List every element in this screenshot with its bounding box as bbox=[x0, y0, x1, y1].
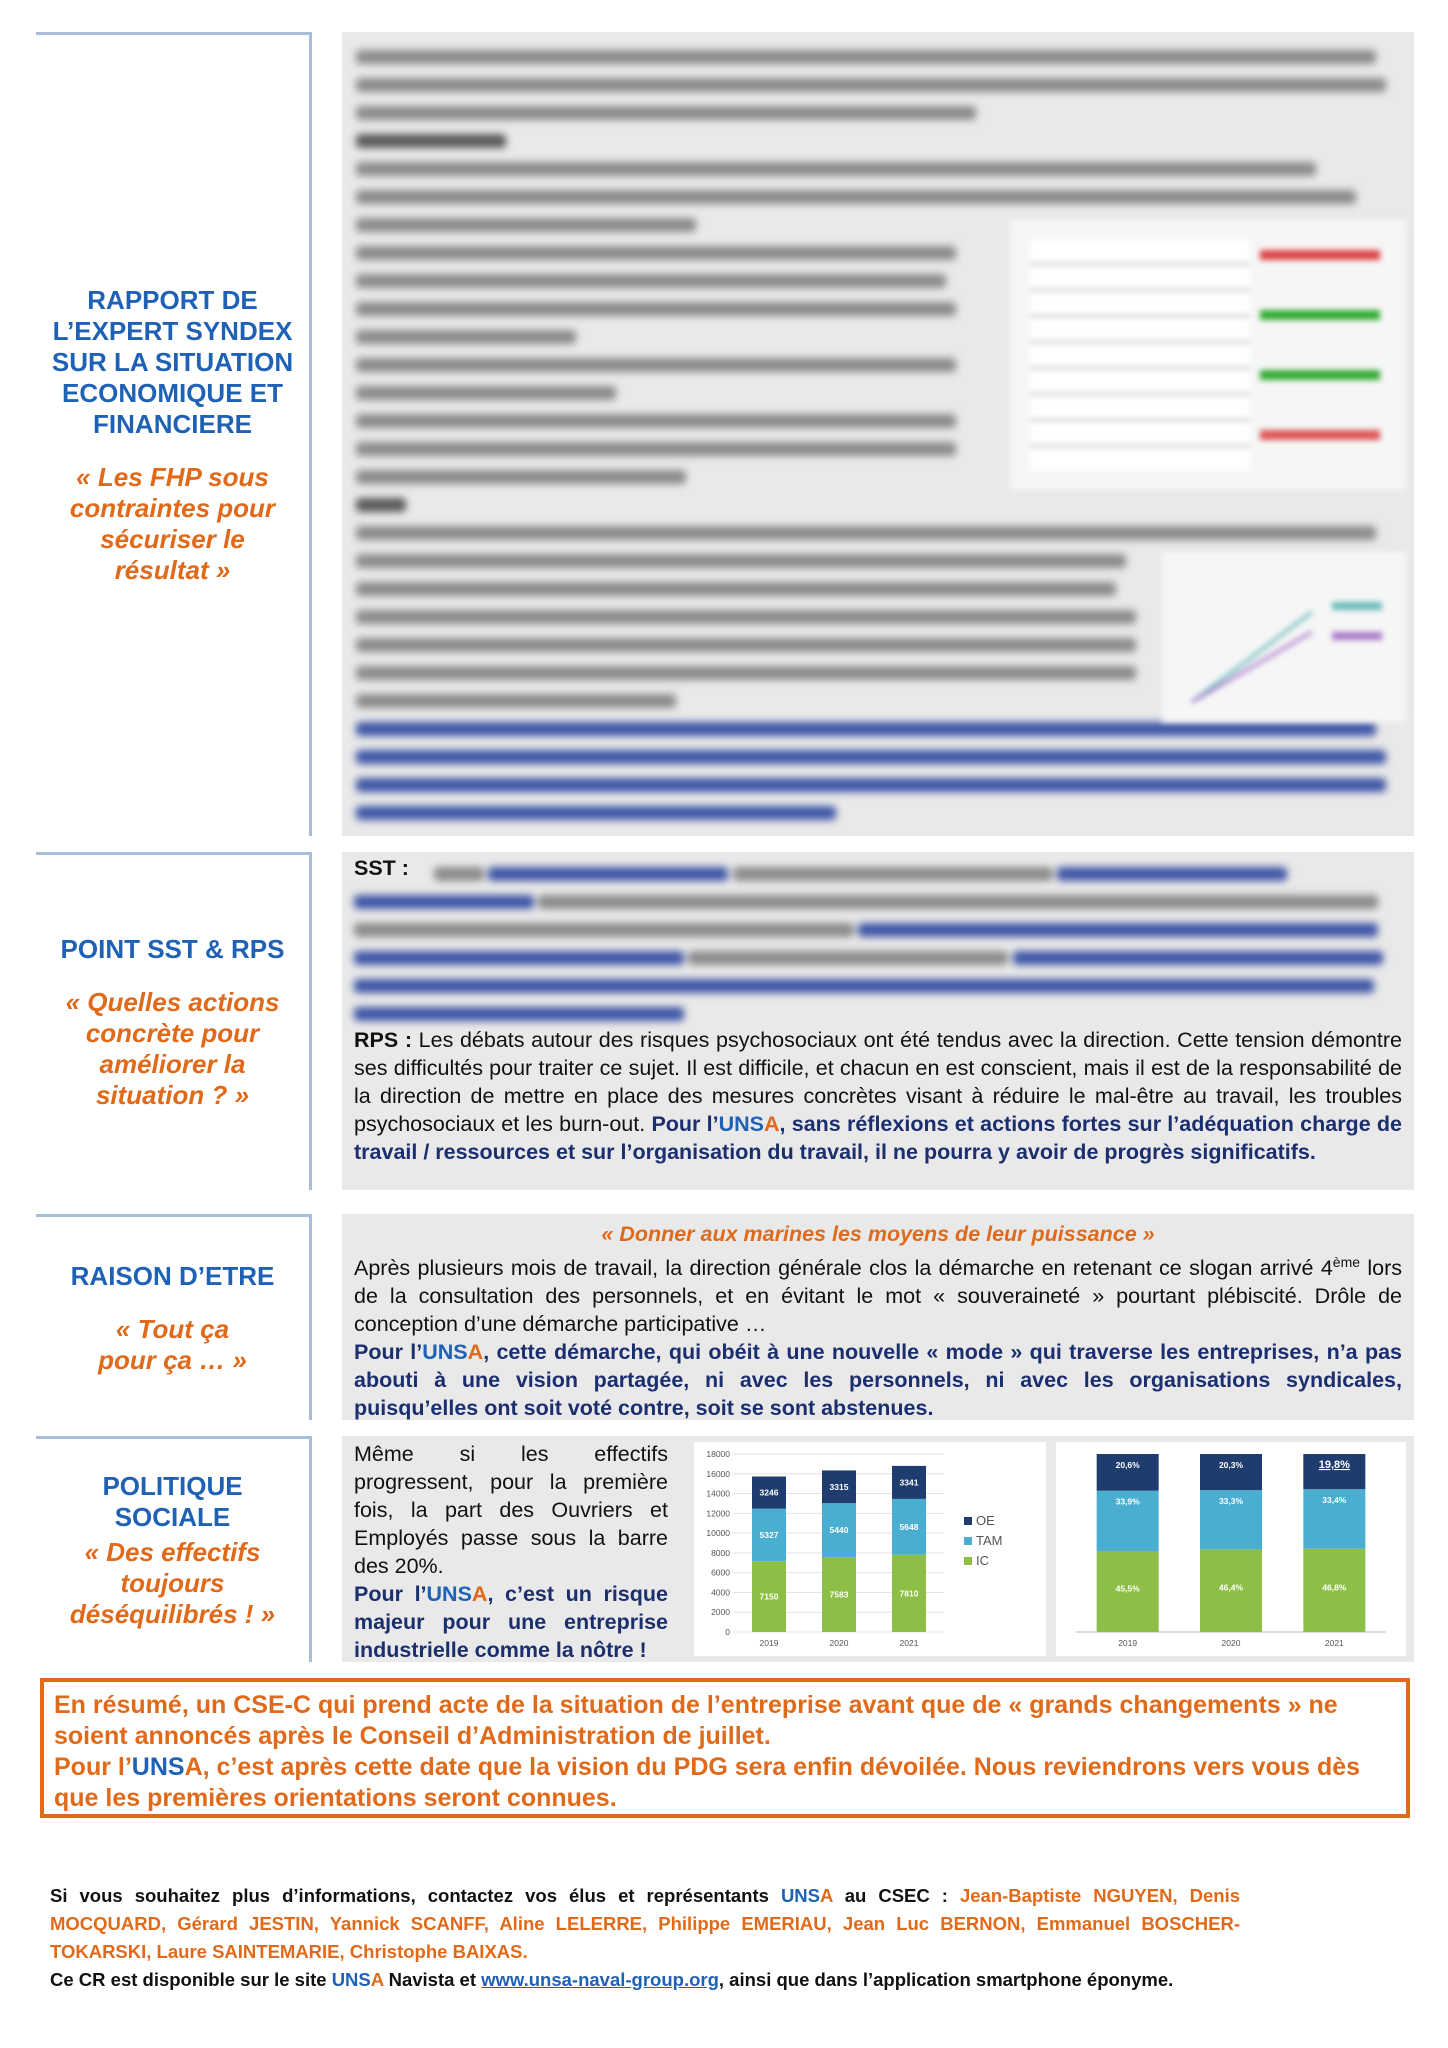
data-label: 7810 bbox=[899, 1588, 919, 1599]
x-tick-label: 2021 bbox=[899, 1638, 919, 1648]
x-tick-label: 2021 bbox=[1324, 1638, 1344, 1648]
legend-swatch bbox=[964, 1557, 972, 1565]
effectifs-stacked-bar-chart bbox=[694, 1442, 1046, 1656]
unsa-a: A bbox=[471, 1582, 488, 1606]
legend-swatch bbox=[964, 1517, 972, 1525]
raison-text-b: lors de la consultation des personnels, et en évitant le mot « souveraineté » pourtant plébiscité. Drôle de conception d’une démarche participative … bbox=[354, 1256, 1402, 1337]
x-tick-label: 2020 bbox=[1221, 1638, 1241, 1648]
effectifs-percent-bar-chart bbox=[1056, 1442, 1406, 1656]
data-label: 46,4% bbox=[1218, 1582, 1244, 1593]
x-tick-label: 2019 bbox=[759, 1638, 779, 1648]
unsa-prefix: Pour l’ bbox=[354, 1340, 423, 1365]
section-subtitle: « Quelles actions concrète pour améliorer la situation ? » bbox=[65, 987, 280, 1110]
y-tick-label: 8000 bbox=[711, 1547, 730, 1558]
section-title: RAISON D’ETRE bbox=[70, 1261, 275, 1291]
rps-paragraph bbox=[342, 1026, 1414, 1172]
unsa-a: A bbox=[467, 1340, 484, 1365]
blurred-table-figure bbox=[1010, 220, 1406, 490]
unsa-prefix: Pour l’ bbox=[651, 1112, 719, 1136]
summary-conclusion: , c’est après cette date que la vision du PDG sera enfin dévoilée. Nous reviendrons vers vous dès que les premières orientations seront connues. bbox=[54, 1753, 1361, 1812]
y-tick-label: 10000 bbox=[706, 1528, 730, 1539]
unsa-a: A bbox=[820, 1885, 833, 1906]
politique-text bbox=[342, 1436, 680, 1670]
summary-line1: En résumé, un CSE-C qui prend acte de la situation de l’entreprise avant que de « grands changements » ne soient annoncés après le Conseil d’Administration de juillet. bbox=[54, 1691, 1338, 1750]
data-label: 3315 bbox=[829, 1481, 849, 1492]
section-title: RAPPORT DE L’EXPERT SYNDEX SUR LA SITUATION ECONOMIQUE ET FINANCIERE bbox=[51, 285, 294, 439]
raison-text-a: Après plusieurs mois de travail, la direction générale clos la démarche en retenant ce slogan arrivé 4 bbox=[354, 1256, 1333, 1281]
section-subtitle: « Les FHP sous contraintes pour sécuriser le résultat » bbox=[69, 462, 276, 585]
data-label: 33,9% bbox=[1115, 1496, 1140, 1507]
politique-unsa bbox=[354, 1580, 668, 1664]
politique-unsa-conclusion: , c’est un risque majeur pour une entreprise industrielle comme la nôtre ! bbox=[354, 1582, 668, 1662]
y-tick-label: 2000 bbox=[711, 1607, 730, 1618]
raison-detre-text bbox=[342, 1214, 1414, 1428]
raison-detre-unsa bbox=[354, 1338, 1402, 1422]
raison-detre-paragraph bbox=[354, 1248, 1402, 1338]
unsa-un: UNS bbox=[780, 1885, 820, 1906]
section-sst-rps-header bbox=[36, 852, 312, 1190]
footer-contacts bbox=[50, 1882, 1240, 1994]
legend-label: TAM bbox=[976, 1533, 1003, 1548]
unsa-a: A bbox=[184, 1753, 203, 1781]
unsa-un: UNS bbox=[422, 1340, 468, 1365]
unsa-un: UNS bbox=[718, 1112, 764, 1136]
data-label: 19,8% bbox=[1318, 1459, 1350, 1471]
data-label: 20,6% bbox=[1115, 1460, 1140, 1470]
rps-text: Les débats autour des risques psychosociaux ont été tendus avec la direction. Cette tension démontre ses difficultés pour traiter ce sujet. Il est difficile, et chacun en est conscient, mais il est de la responsabilité de la direction de mettre en place des mesures concrètes visant à réduire le mal-être au travail, les troubles psychosociaux et les burn-out. bbox=[354, 1028, 1403, 1136]
politique-paragraph: Même si les effectifs progressent, pour la première fois, la part des Ouvriers et Employés passe sous la barre des 20%. bbox=[354, 1442, 668, 1578]
summary-line2 bbox=[54, 1752, 1396, 1814]
rps-unsa-conclusion: , sans réflexions et actions fortes sur l’adéquation charge de travail / ressources et sur l’organisation du travail, il ne pourra y avoir de progrès significatifs. bbox=[354, 1112, 1402, 1164]
data-label: 5440 bbox=[829, 1525, 849, 1536]
legend-swatch bbox=[964, 1537, 972, 1545]
section-title: POINT SST & RPS bbox=[60, 934, 285, 964]
footer-contact-line bbox=[50, 1882, 1240, 1966]
unsa-un: UNS bbox=[131, 1753, 185, 1781]
data-label: 3246 bbox=[759, 1487, 779, 1498]
footer-avail-site: Navista et bbox=[383, 1969, 482, 1990]
section-rapport-expert-content bbox=[342, 32, 1414, 836]
data-label: 5648 bbox=[899, 1521, 919, 1532]
y-tick-label: 18000 bbox=[706, 1449, 730, 1459]
data-label: 3341 bbox=[899, 1477, 919, 1488]
unsa-prefix: Pour l’ bbox=[54, 1753, 132, 1781]
elected-names: Jean-Baptiste NGUYEN, Denis MOCQUARD, Gérard JESTIN, Yannick SCANFF, Aline LELERRE, Philippe EMERIAU, Jean Luc BERNON, Emmanuel BOSCHER-TOKARSKI, Laure SAINTEMARIE, Christophe BAIXAS. bbox=[50, 1885, 1240, 1962]
section-title: POLITIQUE SOCIALE bbox=[102, 1471, 243, 1532]
y-tick-label: 4000 bbox=[711, 1587, 730, 1598]
section-politique-sociale-content bbox=[342, 1436, 1414, 1662]
blurred-sst-text bbox=[354, 858, 1402, 1028]
y-tick-label: 14000 bbox=[706, 1488, 730, 1499]
unsa-prefix: Pour l’ bbox=[354, 1582, 427, 1606]
y-tick-label: 12000 bbox=[706, 1508, 730, 1519]
footer-avail-post: , ainsi que dans l’application smartphone éponyme. bbox=[718, 1969, 1174, 1990]
section-raison-detre-header bbox=[36, 1214, 312, 1420]
unsa-un: UNS bbox=[331, 1969, 371, 1990]
section-sst-rps-content bbox=[342, 852, 1414, 1190]
data-label: 5327 bbox=[759, 1529, 779, 1540]
footer-contact-pre: Si vous souhaitez plus d’informations, contactez vos élus et représentants bbox=[50, 1885, 781, 1906]
section-raison-detre-content bbox=[342, 1214, 1414, 1420]
rps-label: RPS : bbox=[354, 1028, 413, 1052]
data-label: 20,3% bbox=[1218, 1460, 1244, 1470]
data-label: 7583 bbox=[829, 1589, 849, 1600]
data-label: 33,4% bbox=[1322, 1495, 1347, 1506]
unsa-a: A bbox=[764, 1112, 780, 1136]
legend-label: OE bbox=[976, 1513, 995, 1528]
slogan: « Donner aux marines les moyens de leur puissance » bbox=[601, 1222, 1155, 1246]
section-subtitle: « Des effectifs toujours déséquilibrés ! » bbox=[69, 1537, 276, 1629]
unsa-un: UNS bbox=[426, 1582, 472, 1606]
data-label: 33,3% bbox=[1218, 1496, 1244, 1507]
footer-availability-line bbox=[50, 1966, 1240, 1994]
data-label: 46,8% bbox=[1322, 1582, 1347, 1593]
raison-unsa-conclusion: , cette démarche, qui obéit à une nouvelle « mode » qui traverse les entreprises, n’a pas abouti à une vision partagée, ni avec les personnels, ni avec les organisations syndicales, puisqu’elles ont soit voté contre, soit se sont abstenues. bbox=[354, 1340, 1402, 1421]
footer-contact-mid: au CSEC : bbox=[832, 1885, 960, 1906]
x-tick-label: 2019 bbox=[1118, 1638, 1138, 1648]
y-tick-label: 16000 bbox=[706, 1468, 730, 1479]
footer-avail-pre: Ce CR est disponible sur le site bbox=[50, 1969, 332, 1990]
data-label: 45,5% bbox=[1115, 1583, 1140, 1594]
y-tick-label: 0 bbox=[725, 1627, 730, 1637]
legend-label: IC bbox=[976, 1553, 989, 1568]
blurred-line-figure bbox=[1162, 552, 1406, 722]
section-subtitle: « Tout ça pour ça … » bbox=[98, 1314, 247, 1375]
data-label: 7150 bbox=[759, 1591, 779, 1602]
section-politique-sociale-header bbox=[36, 1436, 312, 1662]
x-tick-label: 2020 bbox=[829, 1638, 849, 1648]
sst-label: SST : bbox=[354, 856, 409, 880]
unsa-website-link[interactable]: www.unsa-naval-group.org bbox=[481, 1969, 719, 1990]
raison-text-sup: ème bbox=[1332, 1254, 1361, 1270]
y-tick-label: 6000 bbox=[711, 1567, 730, 1578]
section-rapport-expert-header bbox=[36, 32, 312, 836]
unsa-a: A bbox=[370, 1969, 384, 1990]
summary-box bbox=[40, 1678, 1410, 1818]
